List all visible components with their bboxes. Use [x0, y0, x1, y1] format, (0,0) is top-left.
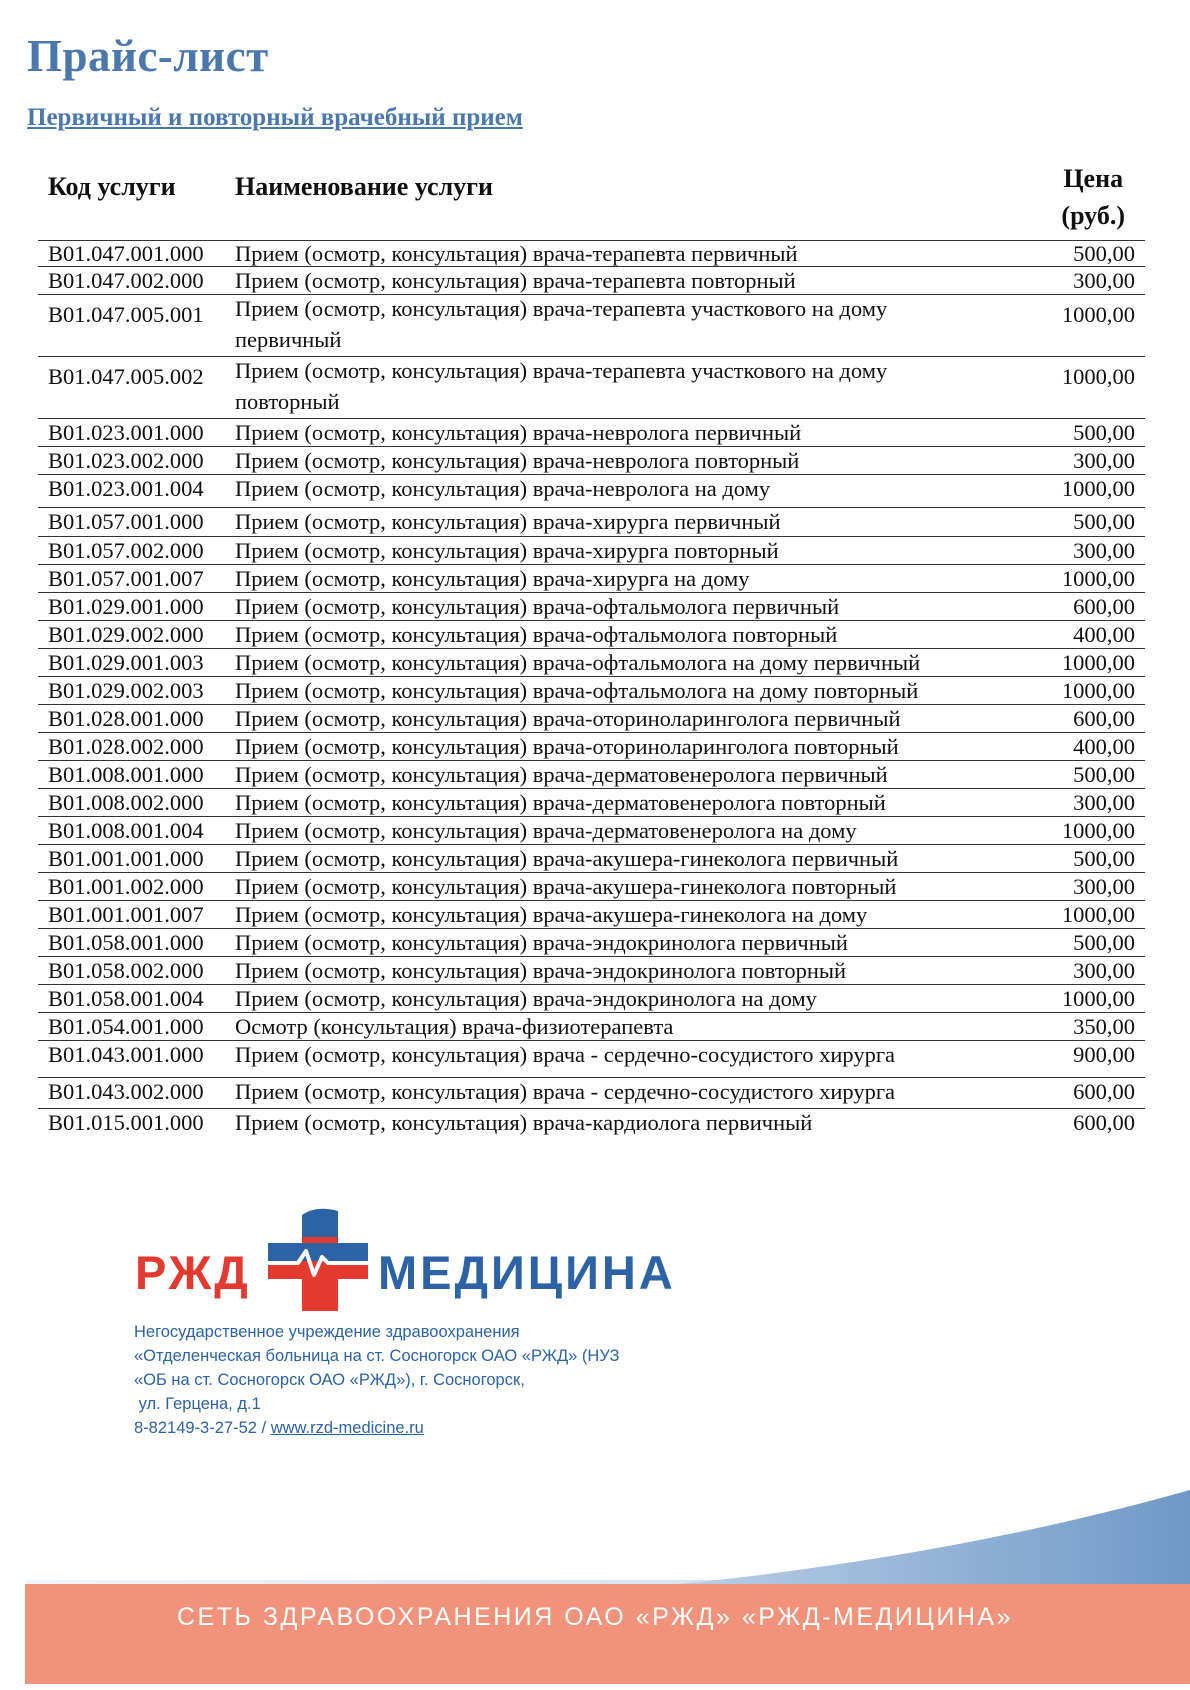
service-code: B01.058.001.000 [48, 930, 204, 955]
service-name: Прием (осмотр, консультация) врача-офтальмолога на дому повторный [235, 678, 919, 703]
table-row [38, 761, 1145, 789]
service-code: B01.001.002.000 [48, 874, 204, 899]
table-row [38, 705, 1145, 733]
table-row [38, 677, 1145, 705]
service-code: B01.058.001.004 [48, 986, 204, 1011]
table-row [38, 593, 1145, 621]
service-price: 300,00 [1073, 268, 1135, 293]
service-name: Прием (осмотр, консультация) врача-кардиолога первичный [235, 1110, 813, 1135]
table-row [38, 565, 1145, 593]
service-code: B01.008.001.004 [48, 818, 204, 843]
table-row [38, 929, 1145, 957]
service-code: B01.029.002.000 [48, 622, 204, 647]
org-line-3: «ОБ на ст. Сосногорск ОАО «РЖД»), г. Сосногорск, [134, 1371, 525, 1389]
footer-wave [0, 1480, 1190, 1690]
service-price: 500,00 [1073, 846, 1135, 871]
service-name: Прием (осмотр, консультация) врача-невролога первичный [235, 420, 802, 445]
service-code: B01.057.001.000 [48, 509, 204, 534]
service-name: Прием (осмотр, консультация) врача-офтальмолога первичный [235, 594, 840, 619]
service-price: 500,00 [1073, 930, 1135, 955]
service-code: B01.029.001.003 [48, 650, 204, 675]
organization-info [134, 1320, 619, 1440]
service-name: Прием (осмотр, консультация) врача-терапевта участкового на дому первичный [235, 296, 888, 352]
table-row [38, 789, 1145, 817]
table-row [38, 508, 1145, 537]
service-code: B01.057.001.007 [48, 566, 204, 591]
service-price: 1000,00 [1061, 818, 1135, 843]
service-price: 300,00 [1073, 790, 1135, 815]
service-code: B01.047.002.000 [48, 268, 204, 293]
service-name: Прием (осмотр, консультация) врача-терапевта повторный [235, 268, 796, 293]
table-row [38, 267, 1145, 295]
logo-rzd-text: РЖД [135, 1246, 251, 1299]
service-code: B01.015.001.000 [48, 1110, 204, 1135]
service-name: Прием (осмотр, консультация) врача - сердечно-сосудистого хирурга [235, 1079, 896, 1104]
table-row [38, 295, 1145, 357]
service-code: B01.023.001.004 [48, 476, 204, 501]
service-code: B01.058.002.000 [48, 958, 204, 983]
service-code: B01.001.001.000 [48, 846, 204, 871]
service-code: B01.047.005.001 [48, 302, 204, 327]
org-line-2: «Отделенческая больница на ст. Сосногорск ОАО «РЖД» (НУЗ [134, 1347, 620, 1365]
org-line-1: Негосударственное учреждение здравоохранения [134, 1323, 520, 1341]
service-code: B01.023.002.000 [48, 448, 204, 473]
service-price: 1000,00 [1061, 302, 1135, 327]
service-name: Прием (осмотр, консультация) врача-оториноларинголога первичный [235, 706, 901, 731]
service-name: Прием (осмотр, консультация) врача-эндокринолога на дому [235, 986, 817, 1011]
service-name: Прием (осмотр, консультация) врача-невролога повторный [235, 448, 800, 473]
table-row [38, 649, 1145, 677]
table-row [38, 1109, 1145, 1139]
table-row [38, 817, 1145, 845]
service-name: Прием (осмотр, консультация) врача-эндокринолога повторный [235, 958, 847, 983]
table-row [38, 985, 1145, 1013]
table-row [38, 733, 1145, 761]
service-price: 500,00 [1073, 509, 1135, 534]
service-price: 1000,00 [1061, 364, 1135, 389]
service-name: Прием (осмотр, консультация) врача-терапевта участкового на дому повторный [235, 358, 888, 414]
service-price: 600,00 [1073, 706, 1135, 731]
service-price: 600,00 [1073, 1079, 1135, 1104]
service-price: 500,00 [1073, 420, 1135, 445]
table-row [38, 240, 1145, 267]
service-name: Прием (осмотр, консультация) врача-акушера-гинеколога повторный [235, 874, 897, 899]
service-code: B01.029.002.003 [48, 678, 204, 703]
header-price [1061, 160, 1125, 234]
table-row [38, 357, 1145, 419]
service-name: Прием (осмотр, консультация) врача-офтальмолога на дому первичный [235, 650, 921, 675]
service-price: 600,00 [1073, 594, 1135, 619]
service-code: B01.023.001.000 [48, 420, 204, 445]
service-price: 300,00 [1073, 874, 1135, 899]
service-price: 900,00 [1073, 1042, 1135, 1067]
service-name: Прием (осмотр, консультация) врача-эндокринолога первичный [235, 930, 848, 955]
page-title: Прайс-лист [27, 31, 269, 81]
table-row [38, 537, 1145, 565]
service-name: Прием (осмотр, консультация) врача-хирурга первичный [235, 509, 781, 534]
service-name: Осмотр (консультация) врача-физиотерапевта [235, 1014, 674, 1039]
medical-cross-icon [264, 1207, 370, 1313]
service-price: 300,00 [1073, 538, 1135, 563]
service-price: 1000,00 [1061, 902, 1135, 927]
service-name: Прием (осмотр, консультация) врача-офтальмолога повторный [235, 622, 838, 647]
service-name: Прием (осмотр, консультация) врача-дерматовенеролога повторный [235, 790, 886, 815]
footer-band [25, 1584, 1190, 1684]
service-name: Прием (осмотр, консультация) врача-дерматовенеролога на дому [235, 818, 857, 843]
service-price: 500,00 [1073, 241, 1135, 266]
org-phone: 8-82149-3-27-52 / [134, 1419, 271, 1437]
header-price-line1: Цена [1063, 164, 1124, 193]
service-code: B01.008.002.000 [48, 790, 204, 815]
service-code: B01.054.001.000 [48, 1014, 204, 1039]
service-code: B01.028.002.000 [48, 734, 204, 759]
section-title: Первичный и повторный врачебный прием [27, 104, 523, 131]
table-row [38, 1078, 1145, 1109]
service-name: Прием (осмотр, консультация) врача-терапевта первичный [235, 241, 798, 266]
service-price: 1000,00 [1061, 678, 1135, 703]
service-code: B01.028.001.000 [48, 706, 204, 731]
service-price: 500,00 [1073, 762, 1135, 787]
service-price: 350,00 [1073, 1014, 1135, 1039]
service-code: B01.043.002.000 [48, 1079, 204, 1104]
org-contacts [134, 1416, 619, 1440]
service-price: 1000,00 [1061, 650, 1135, 675]
service-name: Прием (осмотр, консультация) врача-оториноларинголога повторный [235, 734, 899, 759]
service-price: 400,00 [1073, 622, 1135, 647]
service-price: 1000,00 [1061, 566, 1135, 591]
org-address: ул. Герцена, д.1 [134, 1395, 261, 1413]
website-link[interactable]: www.rzd-medicine.ru [270, 1419, 424, 1437]
service-name: Прием (осмотр, консультация) врача-дерматовенеролога первичный [235, 762, 888, 787]
header-price-line2: (руб.) [1061, 201, 1125, 230]
footer-slogan: СЕТЬ ЗДРАВООХРАНЕНИЯ ОАО «РЖД» «РЖД-МЕДИЦИНА» [177, 1603, 1013, 1631]
table-row [38, 1041, 1145, 1078]
table-row [38, 475, 1145, 508]
rzd-medicine-logo [132, 1205, 692, 1315]
service-name: Прием (осмотр, консультация) врача-хирурга повторный [235, 538, 779, 563]
service-price: 300,00 [1073, 448, 1135, 473]
table-header [38, 160, 1145, 241]
price-table [38, 240, 1145, 1139]
service-code: B01.043.001.000 [48, 1042, 204, 1067]
header-code: Код услуги [48, 172, 176, 201]
service-name: Прием (осмотр, консультация) врача-акушера-гинеколога на дому [235, 902, 868, 927]
service-price: 1000,00 [1061, 476, 1135, 501]
service-name: Прием (осмотр, консультация) врача-акушера-гинеколога первичный [235, 846, 899, 871]
header-name: Наименование услуги [235, 172, 493, 201]
service-code: B01.001.001.007 [48, 902, 204, 927]
service-code: B01.047.005.002 [48, 364, 204, 389]
service-code: B01.008.001.000 [48, 762, 204, 787]
service-price: 1000,00 [1061, 986, 1135, 1011]
table-row [38, 901, 1145, 929]
logo-medicine-text: МЕДИЦИНА [378, 1246, 676, 1299]
service-code: B01.029.001.000 [48, 594, 204, 619]
service-price: 300,00 [1073, 958, 1135, 983]
table-row [38, 1013, 1145, 1041]
service-name: Прием (осмотр, консультация) врача - сердечно-сосудистого хирурга [235, 1042, 896, 1067]
table-row [38, 419, 1145, 447]
service-code: B01.047.001.000 [48, 241, 204, 266]
table-row [38, 845, 1145, 873]
service-price: 600,00 [1073, 1110, 1135, 1135]
service-name: Прием (осмотр, консультация) врача-хирурга на дому [235, 566, 750, 591]
service-price: 400,00 [1073, 734, 1135, 759]
table-row [38, 873, 1145, 901]
service-name: Прием (осмотр, консультация) врача-невролога на дому [235, 476, 771, 501]
table-row [38, 957, 1145, 985]
service-code: B01.057.002.000 [48, 538, 204, 563]
table-row [38, 621, 1145, 649]
table-row [38, 447, 1145, 475]
